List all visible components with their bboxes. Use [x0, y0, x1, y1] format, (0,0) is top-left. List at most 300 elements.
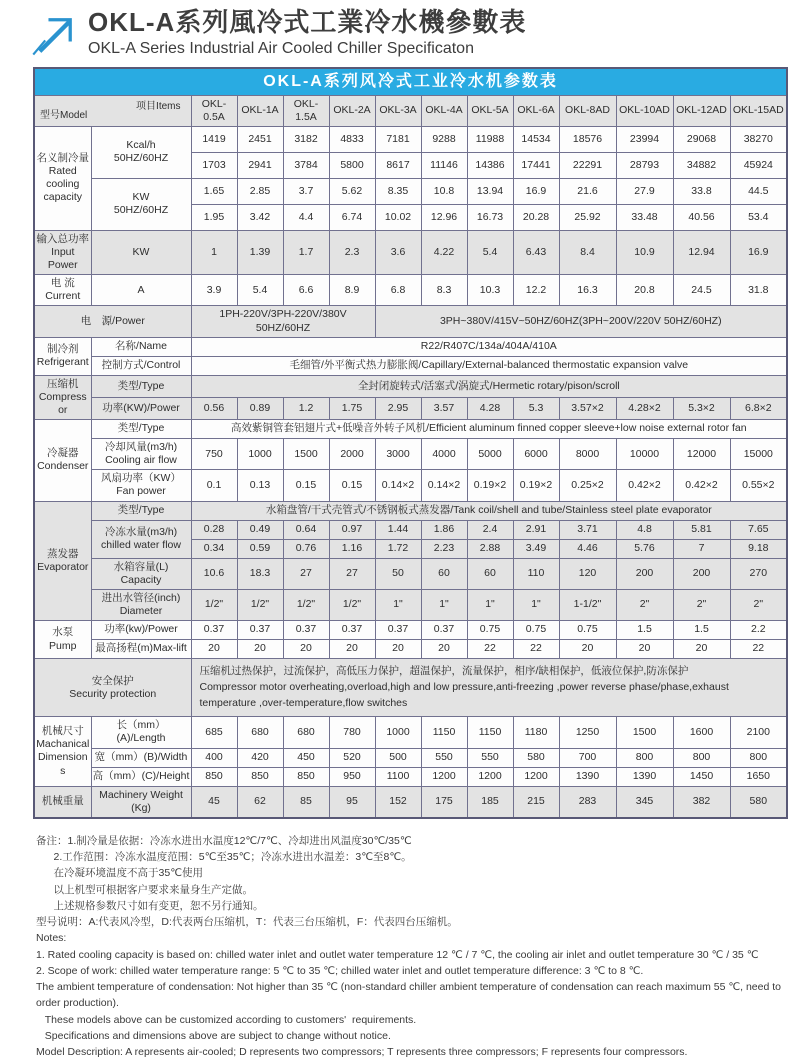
table-row — [34, 397, 787, 419]
value-cell: 0.14×2 — [375, 470, 421, 501]
value-cell: 1.5 — [673, 621, 730, 640]
model-header: OKL-0.5A — [191, 95, 237, 126]
value-cell: 1" — [421, 589, 467, 620]
condenser-type: 高效紫铜管套铝翅片式+低噪音外转子风机/Efficient aluminum finned copper sleeve+low noise external rotor fan — [191, 420, 787, 439]
value-cell: 1/2" — [329, 589, 375, 620]
note-line: 2. Scope of work: chilled water temperature range: 5 ℃ to 35 ℃; chilled water inlet and outlet temperature difference: 3 ℃ to 8 ℃. — [36, 964, 644, 977]
value-cell: 1/2" — [283, 589, 329, 620]
value-cell: 1.95 — [191, 204, 237, 230]
value-cell: 14534 — [513, 126, 559, 152]
value-cell: 6.74 — [329, 204, 375, 230]
value-cell: 7181 — [375, 126, 421, 152]
value-cell: 2451 — [237, 126, 283, 152]
note-line: 备注：1.制冷量是依据：冷冻水进出水温度12℃/7℃、冷却进出风温度30℃/35℃ — [36, 834, 412, 847]
value-cell: 500 — [375, 748, 421, 767]
value-cell: 1500 — [616, 717, 673, 748]
value-cell: 16.3 — [559, 275, 616, 306]
power-supply-large-models: 3PH~380V/415V~50HZ/60HZ(3PH~200V/220V 50HZ/60HZ) — [375, 306, 787, 337]
table-row — [34, 126, 787, 152]
item-label: 名称/Name — [91, 337, 191, 356]
model-header: OKL-1.5A — [283, 95, 329, 126]
value-cell: 1150 — [421, 717, 467, 748]
value-cell: 1703 — [191, 152, 237, 178]
value-cell: 16.73 — [467, 204, 513, 230]
item-label: 进出水管径(inch) Diameter — [91, 589, 191, 620]
value-cell: 175 — [421, 786, 467, 818]
evaporator-type: 水箱盘管/干式壳管式/不锈钢板式蒸发器/Tank coil/shell and tube/Stainless steel plate evaporator — [191, 501, 787, 520]
value-cell: 95 — [329, 786, 375, 818]
value-cell: 850 — [283, 767, 329, 786]
value-cell: 110 — [513, 558, 559, 589]
value-cell: 40.56 — [673, 204, 730, 230]
value-cell: 0.19×2 — [467, 470, 513, 501]
value-cell: 0.13 — [237, 470, 283, 501]
table-row — [34, 178, 787, 204]
value-cell: 22 — [730, 640, 787, 659]
value-cell: 0.55×2 — [730, 470, 787, 501]
value-cell: 1.44 — [375, 520, 421, 539]
value-cell: 3.42 — [237, 204, 283, 230]
value-cell: 17441 — [513, 152, 559, 178]
value-cell: 1.7 — [283, 230, 329, 274]
section-condenser: 冷凝器 Condenser — [34, 420, 91, 502]
note-line: 以上机型可根据客户要求来量身生产定做。 — [36, 883, 254, 896]
value-cell: 1 — [191, 230, 237, 274]
value-cell: 2" — [730, 589, 787, 620]
value-cell: 4.22 — [421, 230, 467, 274]
value-cell: 10.3 — [467, 275, 513, 306]
value-cell: 3182 — [283, 126, 329, 152]
value-cell: 2941 — [237, 152, 283, 178]
value-cell: 2" — [673, 589, 730, 620]
table-row — [34, 470, 787, 501]
corner-cell — [34, 95, 191, 126]
item-label: 功率(kw)/Power — [91, 621, 191, 640]
model-header-row — [34, 95, 787, 126]
value-cell: 1650 — [730, 767, 787, 786]
table-row — [34, 337, 787, 356]
model-header: OKL-15AD — [730, 95, 787, 126]
value-cell: 27 — [329, 558, 375, 589]
value-cell: 0.97 — [329, 520, 375, 539]
section-weight: 机械重量 — [34, 786, 91, 818]
value-cell: 45924 — [730, 152, 787, 178]
value-cell: 1-1/2" — [559, 589, 616, 620]
value-cell: 11988 — [467, 126, 513, 152]
page-header — [0, 0, 789, 62]
table-row — [34, 717, 787, 748]
value-cell: 29068 — [673, 126, 730, 152]
value-cell: 50 — [375, 558, 421, 589]
value-cell: 152 — [375, 786, 421, 818]
value-cell: 0.56 — [191, 397, 237, 419]
page-subtitle: OKL-A Series Industrial Air Cooled Chiller Specificaton — [88, 39, 474, 57]
value-cell: 270 — [730, 558, 787, 589]
value-cell: 28793 — [616, 152, 673, 178]
section-evaporator: 蒸发器 Evaporator — [34, 501, 91, 621]
value-cell: 4.8 — [616, 520, 673, 539]
item-label: 最高扬程(m)Max-lift — [91, 640, 191, 659]
value-cell: 283 — [559, 786, 616, 818]
titles — [88, 8, 526, 58]
model-header: OKL-3A — [375, 95, 421, 126]
value-cell: 22 — [467, 640, 513, 659]
value-cell: 6.8 — [375, 275, 421, 306]
value-cell: 22 — [513, 640, 559, 659]
value-cell: 1500 — [283, 439, 329, 470]
value-cell: 0.15 — [329, 470, 375, 501]
value-cell: 1450 — [673, 767, 730, 786]
value-cell: 10.6 — [191, 558, 237, 589]
value-cell: 1.5 — [616, 621, 673, 640]
value-cell: 1600 — [673, 717, 730, 748]
note-line: Notes: — [36, 932, 67, 945]
value-cell: 20 — [673, 640, 730, 659]
value-cell: 0.75 — [513, 621, 559, 640]
value-cell: 5.3×2 — [673, 397, 730, 419]
notes — [36, 833, 789, 1060]
value-cell: 0.64 — [283, 520, 329, 539]
corner-model-label: 型号Model — [40, 110, 88, 122]
value-cell: 20 — [616, 640, 673, 659]
value-cell: 9288 — [421, 126, 467, 152]
value-cell: 23994 — [616, 126, 673, 152]
value-cell: 550 — [467, 748, 513, 767]
value-cell: 18.3 — [237, 558, 283, 589]
value-cell: 1100 — [375, 767, 421, 786]
value-cell: 0.15 — [283, 470, 329, 501]
value-cell: 44.5 — [730, 178, 787, 204]
item-label: 功率(KW)/Power — [91, 397, 191, 419]
item-label: 水箱容量(L) Capacity — [91, 558, 191, 589]
value-cell: 550 — [421, 748, 467, 767]
table-row — [34, 501, 787, 520]
value-cell: 20 — [283, 640, 329, 659]
value-cell: 0.34 — [191, 539, 237, 558]
section-dimensions: 机械尺寸 Machanical Dimensions — [34, 717, 91, 786]
value-cell: 7 — [673, 539, 730, 558]
note-line: The ambient temperature of condensation: Not higher than 35 ℃ (non-standard chiller ambient temperature of condensation can reach maximum 55 ℃, need to order production). — [36, 981, 784, 1010]
value-cell: 800 — [616, 748, 673, 767]
value-cell: 0.1 — [191, 470, 237, 501]
section-pump: 水泵 Pump — [34, 621, 91, 659]
value-cell: 1200 — [467, 767, 513, 786]
value-cell: 2100 — [730, 717, 787, 748]
value-cell: 1390 — [559, 767, 616, 786]
value-cell: 0.75 — [559, 621, 616, 640]
item-label: Machinery Weight (Kg) — [91, 786, 191, 818]
value-cell: 8.3 — [421, 275, 467, 306]
value-cell: 4.28×2 — [616, 397, 673, 419]
value-cell: 13.94 — [467, 178, 513, 204]
section-power-supply: 电 源/Power — [34, 306, 191, 337]
model-header: OKL-12AD — [673, 95, 730, 126]
value-cell: 4.46 — [559, 539, 616, 558]
value-cell: 185 — [467, 786, 513, 818]
value-cell: 680 — [237, 717, 283, 748]
value-cell: 2.23 — [421, 539, 467, 558]
item-label: 类型/Type — [91, 501, 191, 520]
value-cell: 4833 — [329, 126, 375, 152]
value-cell: 20.28 — [513, 204, 559, 230]
note-line: 1. Rated cooling capacity is based on: chilled water inlet and outlet water temperature 12 ℃ / 7 ℃, the cooling air inlet and outlet temperature 30 ℃ / 35 ℃ — [36, 948, 759, 961]
note-line: Specifications and dimensions above are subject to change without notice. — [36, 1029, 391, 1042]
table-row — [34, 748, 787, 767]
value-cell: 1000 — [375, 717, 421, 748]
value-cell: 5.76 — [616, 539, 673, 558]
value-cell: 3.9 — [191, 275, 237, 306]
value-cell: 3.7 — [283, 178, 329, 204]
value-cell: 8.35 — [375, 178, 421, 204]
value-cell: 0.37 — [375, 621, 421, 640]
value-cell: 8.4 — [559, 230, 616, 274]
value-cell: 680 — [283, 717, 329, 748]
value-cell: 0.42×2 — [616, 470, 673, 501]
value-cell: 5800 — [329, 152, 375, 178]
section-compressor: 压缩机 Compressor — [34, 375, 91, 419]
value-cell: 1180 — [513, 717, 559, 748]
refrigerant-control: 毛细管/外平衡式热力膨胀阀/Capillary/External-balanced thermostatic expansion valve — [191, 356, 787, 375]
value-cell: 0.37 — [421, 621, 467, 640]
value-cell: 2.2 — [730, 621, 787, 640]
value-cell: 4.28 — [467, 397, 513, 419]
value-cell: 6.8×2 — [730, 397, 787, 419]
value-cell: 450 — [283, 748, 329, 767]
value-cell: 14386 — [467, 152, 513, 178]
section-input-power: 输入总功率 Input Power — [34, 230, 91, 274]
model-header: OKL-8AD — [559, 95, 616, 126]
value-cell: 34882 — [673, 152, 730, 178]
value-cell: 1419 — [191, 126, 237, 152]
value-cell: 11146 — [421, 152, 467, 178]
value-cell: 200 — [616, 558, 673, 589]
value-cell: 10.02 — [375, 204, 421, 230]
section-current: 电 流 Current — [34, 275, 91, 306]
value-cell: 22291 — [559, 152, 616, 178]
value-cell: 24.5 — [673, 275, 730, 306]
model-header: OKL-5A — [467, 95, 513, 126]
value-cell: 5.4 — [237, 275, 283, 306]
item-label: 类型/Type — [91, 375, 191, 397]
value-cell: 5000 — [467, 439, 513, 470]
section-security-protection: 安全保护 Security protection — [34, 659, 191, 717]
value-cell: 382 — [673, 786, 730, 818]
value-cell: 0.25×2 — [559, 470, 616, 501]
table-title-row — [34, 68, 787, 95]
item-label: 风扇功率（KW） Fan power — [91, 470, 191, 501]
value-cell: 3.57 — [421, 397, 467, 419]
value-cell: 10.9 — [616, 230, 673, 274]
value-cell: 750 — [191, 439, 237, 470]
value-cell: 2.3 — [329, 230, 375, 274]
value-cell: 8000 — [559, 439, 616, 470]
value-cell: 3.6 — [375, 230, 421, 274]
section-rated-cooling-capacity: 名义制冷量 Rated cooling capacity — [34, 126, 91, 230]
value-cell: 53.4 — [730, 204, 787, 230]
value-cell: 16.9 — [513, 178, 559, 204]
value-cell: 1000 — [237, 439, 283, 470]
table-row — [34, 767, 787, 786]
value-cell: 12.2 — [513, 275, 559, 306]
value-cell: 1390 — [616, 767, 673, 786]
note-line: These models above can be customized according to customers' requirements. — [36, 1013, 417, 1026]
item-label: 类型/Type — [91, 420, 191, 439]
value-cell: 5.4 — [467, 230, 513, 274]
value-cell: 1" — [513, 589, 559, 620]
value-cell: 2.88 — [467, 539, 513, 558]
value-cell: 1/2" — [191, 589, 237, 620]
table-row — [34, 640, 787, 659]
value-cell: 1/2" — [237, 589, 283, 620]
value-cell: 1250 — [559, 717, 616, 748]
value-cell: 0.59 — [237, 539, 283, 558]
note-line: 上述规格参数尺寸如有变更，恕不另行通知。 — [36, 899, 264, 912]
value-cell: 20 — [329, 640, 375, 659]
value-cell: 21.6 — [559, 178, 616, 204]
table-row — [34, 420, 787, 439]
value-cell: 1.86 — [421, 520, 467, 539]
value-cell: 580 — [513, 748, 559, 767]
value-cell: 60 — [467, 558, 513, 589]
table-row — [34, 621, 787, 640]
value-cell: 520 — [329, 748, 375, 767]
value-cell: 780 — [329, 717, 375, 748]
value-cell: 200 — [673, 558, 730, 589]
table-row — [34, 786, 787, 818]
note-line: Model Description: A represents air-cooled; D represents two compressors; T represents three compressors; F represents four compressors. — [36, 1046, 688, 1059]
power-supply-small-models: 1PH-220V/3PH-220V/380V 50HZ/60HZ — [191, 306, 375, 337]
table-row — [34, 275, 787, 306]
value-cell: 16.9 — [730, 230, 787, 274]
page-title: OKL-A系列風冷式工業冷水機參數表 — [88, 7, 527, 37]
value-cell: 20 — [237, 640, 283, 659]
value-cell: 800 — [673, 748, 730, 767]
value-cell: 2.95 — [375, 397, 421, 419]
value-cell: 38270 — [730, 126, 787, 152]
table-row — [34, 230, 787, 274]
value-cell: 3784 — [283, 152, 329, 178]
item-label: 控制方式/Control — [91, 356, 191, 375]
item-label: 冷却风量(m3/h) Cooling air flow — [91, 439, 191, 470]
value-cell: 0.19×2 — [513, 470, 559, 501]
value-cell: 6.43 — [513, 230, 559, 274]
spec-table — [33, 67, 788, 819]
value-cell: 0.76 — [283, 539, 329, 558]
notes-en — [36, 930, 789, 1060]
corner-items-label: 项目Items — [136, 100, 181, 112]
notes-zh — [36, 833, 789, 931]
value-cell: 2" — [616, 589, 673, 620]
value-cell: 60 — [421, 558, 467, 589]
value-cell: 27.9 — [616, 178, 673, 204]
value-cell: 6000 — [513, 439, 559, 470]
value-cell: 2.4 — [467, 520, 513, 539]
value-cell: 15000 — [730, 439, 787, 470]
value-cell: 1150 — [467, 717, 513, 748]
value-cell: 1" — [375, 589, 421, 620]
table-row — [34, 306, 787, 337]
value-cell: 345 — [616, 786, 673, 818]
table-row — [34, 356, 787, 375]
value-cell: 0.14×2 — [421, 470, 467, 501]
value-cell: 0.89 — [237, 397, 283, 419]
value-cell: 18576 — [559, 126, 616, 152]
table-row — [34, 659, 787, 717]
value-cell: 1.2 — [283, 397, 329, 419]
value-cell: 12000 — [673, 439, 730, 470]
item-label: KW — [91, 230, 191, 274]
value-cell: 1200 — [513, 767, 559, 786]
item-label: 长（mm）(A)/Length — [91, 717, 191, 748]
value-cell: 8617 — [375, 152, 421, 178]
value-cell: 10.8 — [421, 178, 467, 204]
note-line: 型号说明：A:代表风冷型，D:代表两台压缩机，T：代表三台压缩机，F：代表四台压缩机。 — [36, 916, 458, 929]
value-cell: 8.9 — [329, 275, 375, 306]
item-label: 宽（mm）(B)/Width — [91, 748, 191, 767]
value-cell: 62 — [237, 786, 283, 818]
value-cell: 215 — [513, 786, 559, 818]
value-cell: 0.37 — [237, 621, 283, 640]
table-row — [34, 375, 787, 397]
value-cell: 2.85 — [237, 178, 283, 204]
value-cell: 3.49 — [513, 539, 559, 558]
model-header: OKL-4A — [421, 95, 467, 126]
value-cell: 0.37 — [191, 621, 237, 640]
value-cell: 33.48 — [616, 204, 673, 230]
value-cell: 31.8 — [730, 275, 787, 306]
item-label: A — [91, 275, 191, 306]
value-cell: 20 — [421, 640, 467, 659]
model-header: OKL-1A — [237, 95, 283, 126]
table-row — [34, 439, 787, 470]
value-cell: 25.92 — [559, 204, 616, 230]
value-cell: 85 — [283, 786, 329, 818]
value-cell: 850 — [237, 767, 283, 786]
note-line: 2.工作范围：冷冻水温度范围：5℃至35℃；冷冻水进出水温差：3℃至8℃。 — [36, 851, 412, 864]
value-cell: 0.37 — [329, 621, 375, 640]
item-label: 高（mm）(C)/Height — [91, 767, 191, 786]
value-cell: 9.18 — [730, 539, 787, 558]
value-cell: 950 — [329, 767, 375, 786]
value-cell: 0.49 — [237, 520, 283, 539]
value-cell: 1.39 — [237, 230, 283, 274]
value-cell: 5.62 — [329, 178, 375, 204]
model-header: OKL-6A — [513, 95, 559, 126]
value-cell: 10000 — [616, 439, 673, 470]
value-cell: 3.71 — [559, 520, 616, 539]
table-title: OKL-A系列风冷式工业冷水机参数表 — [34, 68, 787, 95]
section-refrigerant: 制冷剂 Refrigerant — [34, 337, 91, 375]
value-cell: 27 — [283, 558, 329, 589]
value-cell: 5.3 — [513, 397, 559, 419]
value-cell: 20 — [375, 640, 421, 659]
value-cell: 0.28 — [191, 520, 237, 539]
item-kcal: Kcal/h 50HZ/60HZ — [91, 126, 191, 178]
value-cell: 3.57×2 — [559, 397, 616, 419]
value-cell: 1.65 — [191, 178, 237, 204]
value-cell: 850 — [191, 767, 237, 786]
value-cell: 20 — [191, 640, 237, 659]
value-cell: 420 — [237, 748, 283, 767]
value-cell: 20.8 — [616, 275, 673, 306]
value-cell: 4000 — [421, 439, 467, 470]
value-cell: 2000 — [329, 439, 375, 470]
value-cell: 0.37 — [283, 621, 329, 640]
value-cell: 0.75 — [467, 621, 513, 640]
value-cell: 700 — [559, 748, 616, 767]
value-cell: 1.75 — [329, 397, 375, 419]
value-cell: 120 — [559, 558, 616, 589]
